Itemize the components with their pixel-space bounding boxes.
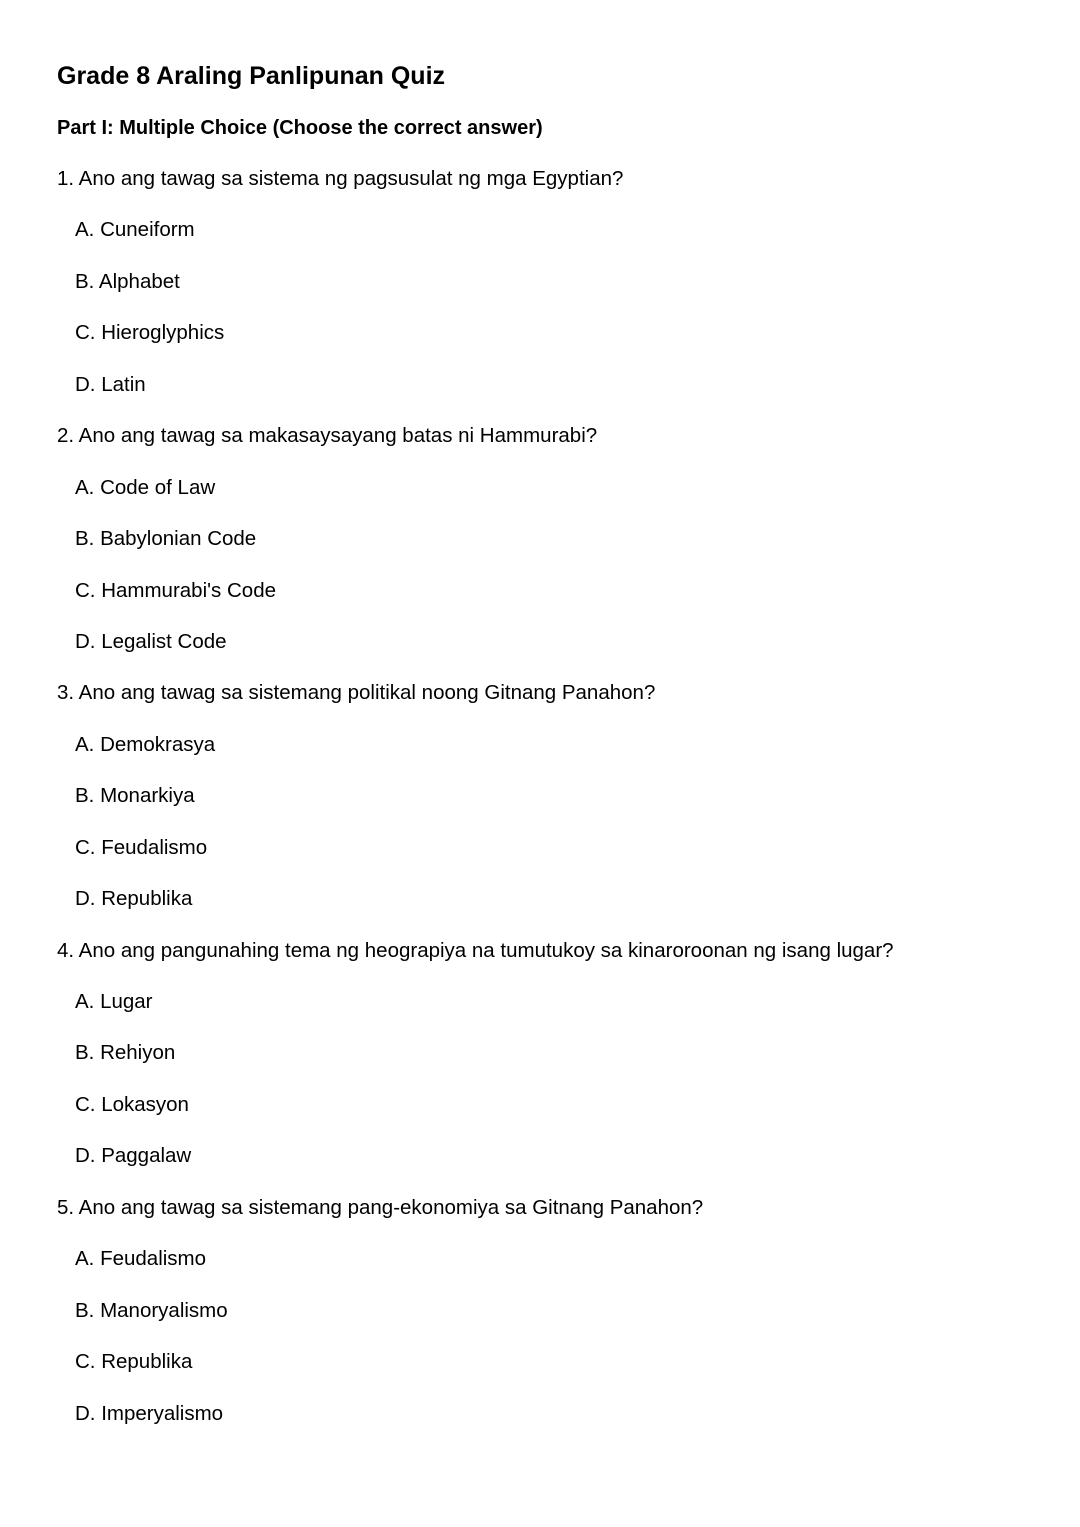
question-4-option-c: C. Lokasyon: [75, 1092, 189, 1116]
question-3-option-d: D. Republika: [75, 887, 193, 911]
part-header: Part I: Multiple Choice (Choose the correct answer): [57, 117, 543, 139]
question-3-option-b: B. Monarkiya: [75, 784, 195, 808]
question-2-option-a: A. Code of Law: [75, 475, 216, 499]
question-5-option-c: C. Republika: [75, 1350, 193, 1374]
question-5-option-d: D. Imperyalismo: [75, 1401, 224, 1425]
page-title: Grade 8 Araling Panlipunan Quiz: [57, 62, 446, 90]
question-5-option-b: B. Manoryalismo: [75, 1298, 228, 1322]
question-4: 4. Ano ang pangunahing tema ng heograpiya na tumutukoy sa kinaroroonan ng isang lugar?: [57, 938, 894, 962]
question-5-option-a: A. Feudalismo: [75, 1247, 207, 1271]
question-list: [0, 166, 1080, 1452]
question-1: 1. Ano ang tawag sa sistema ng pagsusulat ng mga Egyptian?: [57, 167, 624, 190]
question-3-option-c: C. Feudalismo: [75, 835, 208, 859]
question-4-option-d: D. Paggalaw: [75, 1144, 192, 1168]
question-2-option-c: C. Hammurabi's Code: [75, 578, 277, 602]
question-3: 3. Ano ang tawag sa sistemang politikal noong Gitnang Panahon?: [57, 681, 656, 705]
question-4-option-b: B. Rehiyon: [75, 1041, 176, 1065]
question-2: 2. Ano ang tawag sa makasaysayang batas ni Hammurabi?: [57, 424, 598, 448]
question-2-option-b: B. Babylonian Code: [75, 527, 257, 551]
question-5: 5. Ano ang tawag sa sistemang pang-ekonomiya sa Gitnang Panahon?: [57, 1195, 704, 1219]
question-3-option-a: A. Demokrasya: [75, 732, 216, 756]
question-1-option-d: D. Latin: [75, 372, 146, 396]
question-1-option-a: A. Cuneiform: [75, 218, 195, 242]
question-4-option-a: A. Lugar: [75, 990, 153, 1013]
question-1-option-c: C. Hieroglyphics: [75, 321, 225, 345]
question-1-option-b: B. Alphabet: [75, 269, 180, 293]
question-2-option-d: D. Legalist Code: [75, 629, 227, 653]
